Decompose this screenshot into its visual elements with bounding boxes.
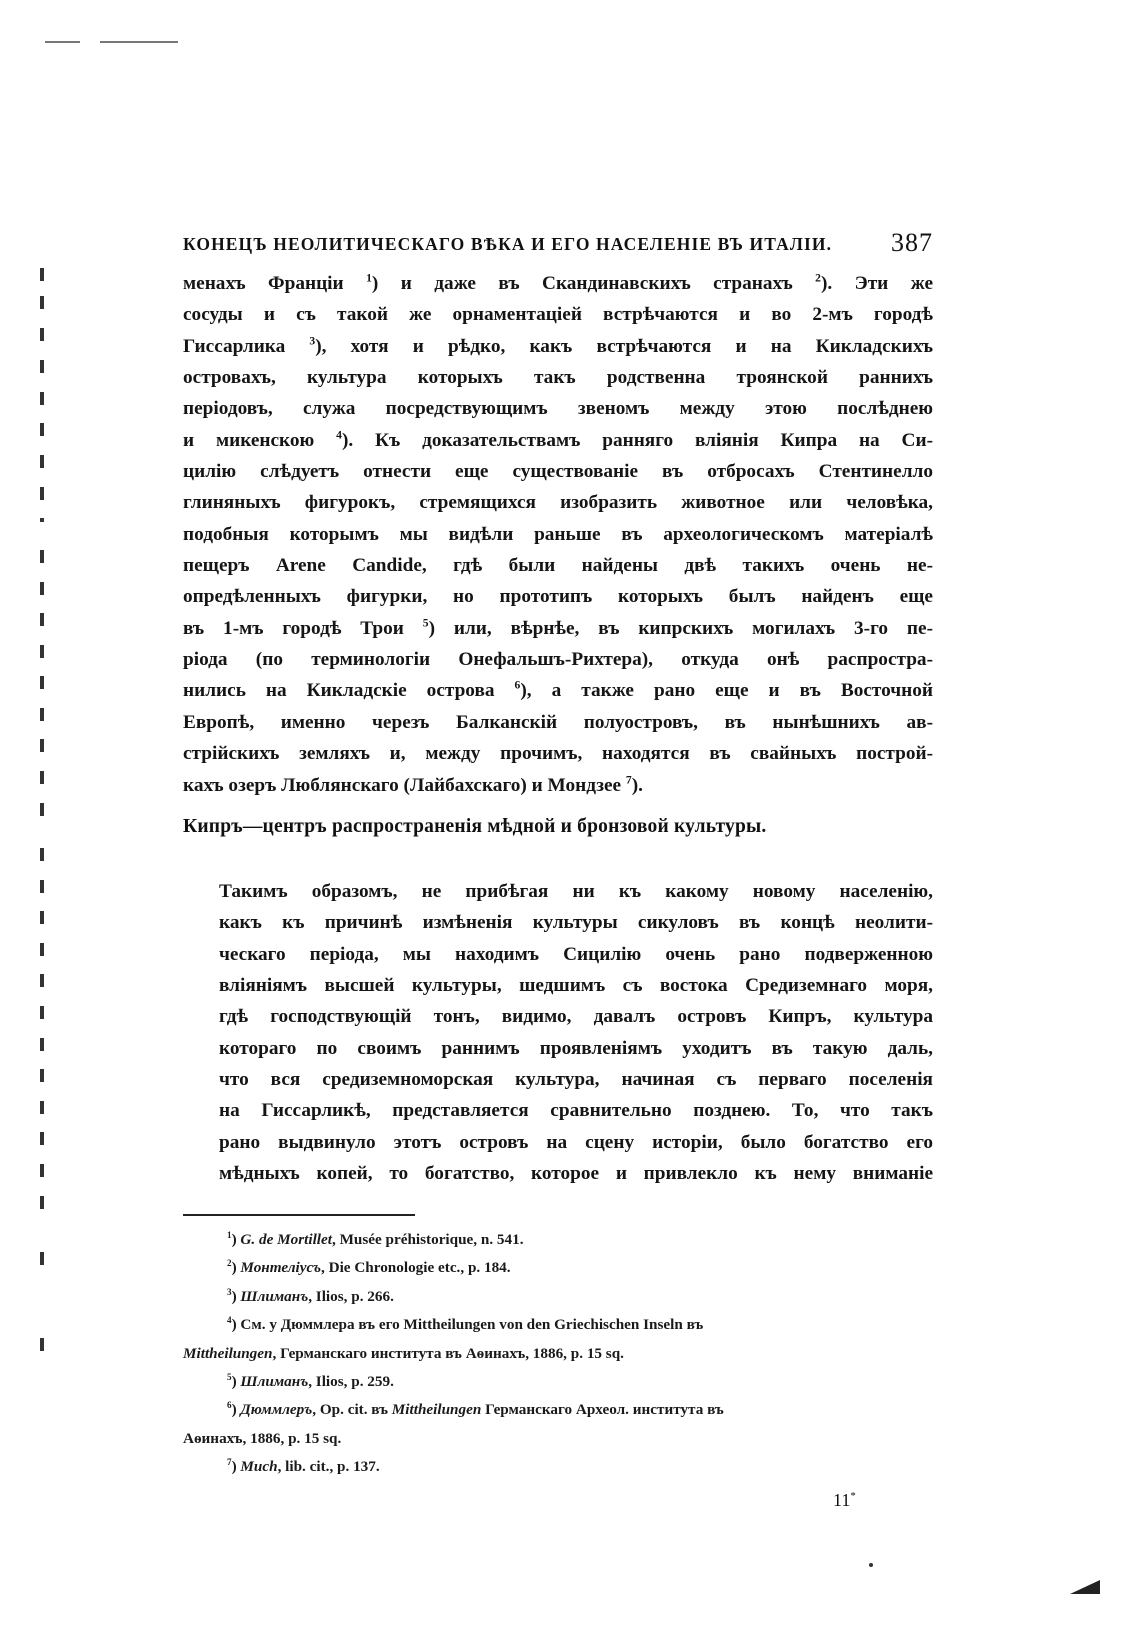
- text-line: ріода (по терминологіи Онефальшъ-Рихтера), откуда онѣ распростра-: [183, 649, 933, 671]
- text-line: подобныя которымъ мы видѣли раньше въ археологическомъ матеріалѣ: [183, 523, 933, 545]
- footnote-3: $^3$) Шлиманъ, Ilios, p. 266.: [227, 1286, 394, 1305]
- text-line: островахъ, культура которыхъ такъ родственна троянской раннихъ: [183, 367, 933, 389]
- footnote-6: $^6$) Дюммлеръ, Op. cit. въ Mittheilungen Германскаго Археол. института въ: [227, 1400, 724, 1419]
- scan-speck: [869, 1563, 873, 1567]
- paragraph-1: [183, 268, 933, 801]
- text-line: цилію слѣдуетъ отнести еще существованіе въ отбросахъ Стентинелло: [183, 461, 933, 483]
- margin-marks: [40, 268, 60, 1368]
- footnote-4: $^4$) См. у Дюммлера въ его Mittheilungen von den Griechischen Inseln въ: [227, 1315, 704, 1334]
- footnote-7: $^7$) Much, lib. cit., p. 137.: [227, 1457, 380, 1476]
- text-line: рано выдвинуло этотъ островъ на сцену исторіи, было богатство его: [219, 1131, 933, 1153]
- text-line: ческаго періода, мы находимъ Сицилію очень рано подверженною: [219, 943, 933, 965]
- text-line: періодовъ, служа посредствующимъ звеномъ между этою послѣднею: [183, 398, 933, 420]
- text-line: и микенскою $^4$). Къ доказательствамъ ранняго вліянія Кипра на Си-: [183, 428, 934, 451]
- text-line: что вся средиземноморская культура, начиная съ перваго поселенія: [219, 1069, 933, 1091]
- running-header: [183, 228, 933, 260]
- footnote-6-cont: Аѳинахъ, 1886, p. 15 sq.: [183, 1429, 342, 1447]
- text-line: вліяніямъ высшей культуры, шедшимъ съ востока Средиземнаго моря,: [219, 975, 933, 997]
- text-line: сосуды и съ такой же орнаментаціей встрѣчаются и во 2-мъ городѣ: [183, 304, 933, 326]
- text-line: кахъ озеръ Люблянскаго (Лайбахскаго) и Мондзее $^7$).: [183, 773, 643, 796]
- footnote-separator: [183, 1214, 415, 1216]
- text-line: какъ къ причинѣ измѣненія культуры сикуловъ въ концѣ неолити-: [219, 912, 933, 934]
- text-line: въ 1-мъ городѣ Трои $^5$) или, вѣрнѣе, въ кипрскихъ могилахъ 3-го пе-: [183, 616, 933, 639]
- footnote-4-cont: Mittheilungen, Германскаго института въ Аѳинахъ, 1886, p. 15 sq.: [183, 1344, 624, 1362]
- text-line: мѣдныхъ копей, то богатство, которое и привлекло къ нему вниманіе: [219, 1163, 933, 1185]
- text-line: Европѣ, именно черезъ Балканскій полуостровъ, въ нынѣшнихъ ав-: [183, 711, 933, 733]
- section-heading: Кипръ—центръ распространенія мѣдной и бронзовой культуры.: [183, 816, 767, 837]
- text-line: опредѣленныхъ фигурки, но прототипъ которыхъ былъ найденъ еще: [183, 586, 933, 608]
- text-line: Такимъ образомъ, не прибѣгая ни къ какому новому населенію,: [219, 881, 933, 902]
- text-line: глиняныхъ фигурокъ, стремящихся изобразить животное или человѣка,: [183, 492, 933, 514]
- text-line: нились на Кикладскіе острова $^6$), а также рано еще и въ Восточной: [183, 679, 933, 702]
- text-line: котораго по своимъ раннимъ проявленіямъ уходитъ въ такую даль,: [219, 1037, 933, 1059]
- signature-mark: 11*: [833, 1490, 856, 1510]
- text-line: менахъ Франціи $^1$) и даже въ Скандинавскихъ странахъ $^2$). Эти же: [183, 271, 934, 294]
- text-line: гдѣ господствующій тонъ, видимо, давалъ островъ Кипръ, культура: [219, 1006, 933, 1028]
- running-title: КОНЕЦЪ НЕОЛИТИЧЕСКАГО ВѢКА И ЕГО НАСЕЛЕНІЕ ВЪ ИТАЛІИ.: [183, 234, 833, 254]
- paragraph-2: [183, 876, 933, 1189]
- text-line: Гиссарлика $^3$), хотя и рѣдко, какъ встрѣчаются и на Кикладскихъ: [183, 334, 933, 357]
- footnotes: [183, 1226, 933, 1482]
- footnote-1: $^1$) G. de Mortillet, Musée préhistorique, n. 541.: [227, 1229, 524, 1248]
- top-edge-rule: [100, 41, 178, 43]
- top-edge-rule: [45, 41, 80, 43]
- corner-mark: [1068, 1578, 1102, 1596]
- footnote-2: $^2$) Монтеліусъ, Die Chronologie etc., p. 184.: [227, 1258, 511, 1277]
- page-number: 387: [891, 228, 933, 257]
- text-line: пещеръ Arene Candide, гдѣ были найдены двѣ такихъ очень не-: [183, 555, 933, 577]
- text-line: на Гиссарликѣ, представляется сравнительно позднею. То, что такъ: [219, 1100, 933, 1122]
- text-line: стрійскихъ земляхъ и, между прочимъ, находятся въ свайныхъ построй-: [183, 743, 933, 765]
- footnote-5: $^5$) Шлиманъ, Ilios, p. 259.: [227, 1371, 394, 1391]
